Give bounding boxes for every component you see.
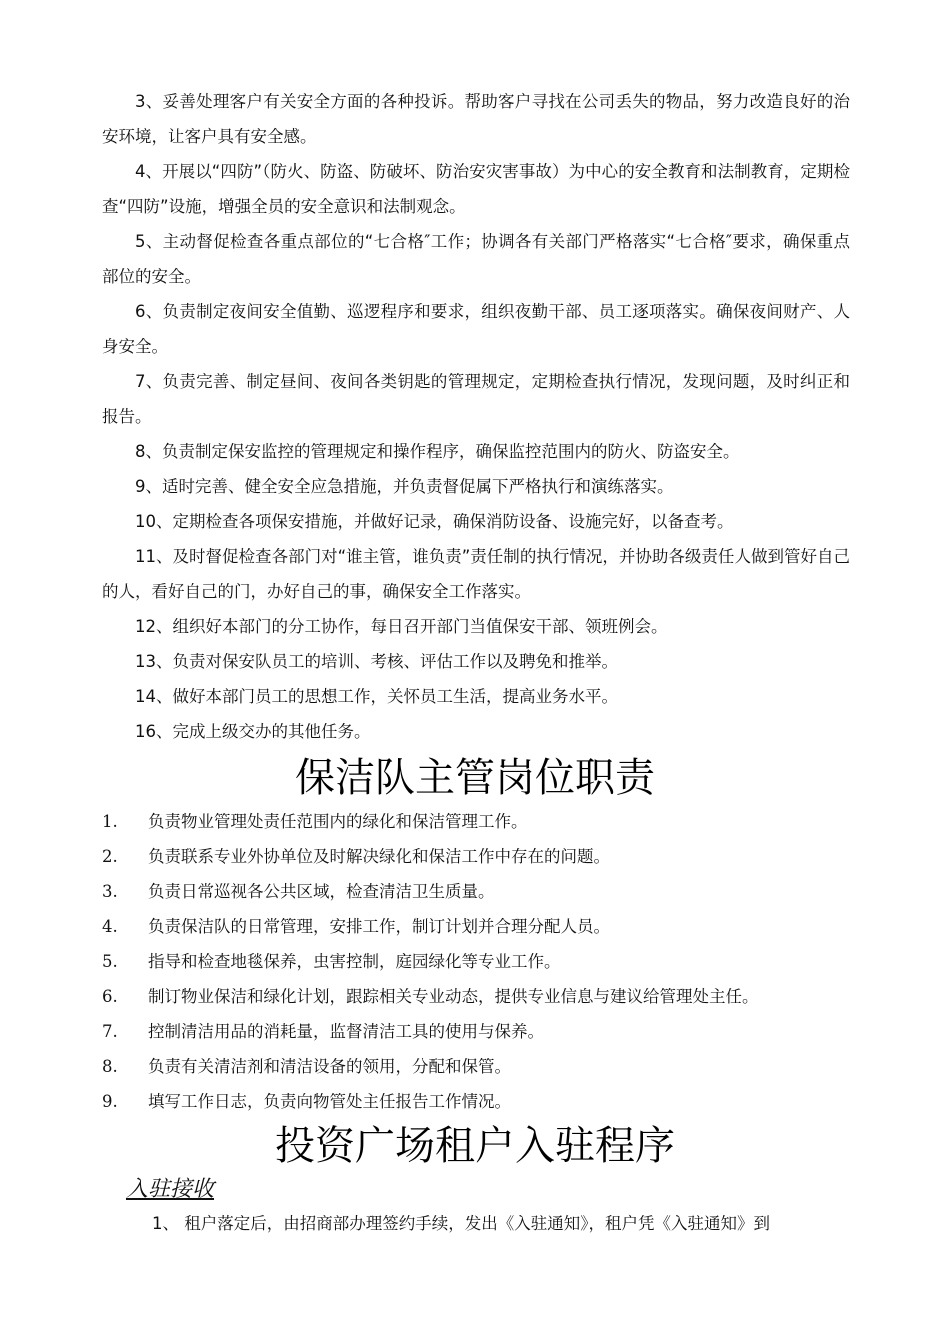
subsection-title: 入驻接收 bbox=[126, 1177, 215, 1202]
list-item-text: 控制清洁用品的消耗量，监督清洁工具的使用与保养。 bbox=[148, 1022, 544, 1041]
duty-item-11: 11、及时督促检查各部门对“谁主管，谁负责”责任制的执行情况，并协助各级责任人做到管好自己的人，看好自己的门，办好自己的事，确保安全工作落实。 bbox=[102, 547, 850, 601]
list-item bbox=[102, 839, 862, 874]
duty-item-10: 10、定期检查各项保安措施，并做好记录，确保消防设备、设施完好，以备查考。 bbox=[135, 512, 734, 531]
list-item-number: 8. bbox=[102, 1057, 118, 1076]
list-item-text: 负责物业管理处责任范围内的绿化和保洁管理工作。 bbox=[148, 812, 528, 831]
duty-item-16: 16、完成上级交办的其他任务。 bbox=[135, 722, 371, 741]
duty-item-13: 13、负责对保安队员工的培训、考核、评估工作以及聘免和推举。 bbox=[135, 652, 618, 671]
duty-item-12: 12、组织好本部门的分工协作，每日召开部门当值保安干部、领班例会。 bbox=[135, 617, 668, 636]
duty-item-9: 9、适时完善、健全安全应急措施，并负责督促属下严格执行和演练落实。 bbox=[135, 477, 674, 496]
list-item bbox=[102, 1084, 862, 1119]
list-item-number: 6. bbox=[102, 987, 118, 1006]
duty-item-7: 7、负责完善、制定昼间、夜间各类钥匙的管理规定，定期检查执行情况，发现问题，及时纠正和报告。 bbox=[102, 372, 850, 426]
duty-item-3: 3、妥善处理客户有关安全方面的各种投诉。帮助客户寻找在公司丢失的物品，努力改造良好的治安环境，让客户具有安全感。 bbox=[102, 92, 850, 146]
list-item bbox=[102, 944, 862, 979]
list-item-text: 填写工作日志，负责向物管处主任报告工作情况。 bbox=[148, 1092, 511, 1111]
list-item-number: 7. bbox=[102, 1022, 118, 1041]
list-item bbox=[102, 874, 862, 909]
duty-item-8: 8、负责制定保安监控的管理规定和操作程序，确保监控范围内的防火、防盗安全。 bbox=[135, 442, 740, 461]
list-item-number: 2. bbox=[102, 847, 118, 866]
list-item-number: 5. bbox=[102, 952, 118, 971]
list-item-text: 负责联系专业外协单位及时解决绿化和保洁工作中存在的问题。 bbox=[148, 847, 610, 866]
procedure-item-1: 1、 租户落定后，由招商部办理签约手续，发出《入驻通知》，租户凭《入驻通知》到 bbox=[152, 1214, 770, 1233]
list-item-text: 负责有关清洁剂和清洁设备的领用，分配和保管。 bbox=[148, 1057, 511, 1076]
duty-item-5: 5、主动督促检查各重点部位的“七合格″工作；协调各有关部门严格落实“七合格″要求，确保重点部位的安全。 bbox=[102, 232, 850, 286]
list-item bbox=[102, 979, 862, 1014]
duty-item-4: 4、开展以“四防”（防火、防盗、防破坏、防治安灾害事故）为中心的安全教育和法制教育，定期检查“四防”设施，增强全员的安全意识和法制观念。 bbox=[102, 162, 850, 216]
list-item-number: 9. bbox=[102, 1092, 118, 1111]
list-item bbox=[102, 1014, 862, 1049]
list-item-number: 3. bbox=[102, 882, 118, 901]
list-item-text: 指导和检查地毯保养，虫害控制，庭园绿化等专业工作。 bbox=[148, 952, 561, 971]
list-item-number: 4. bbox=[102, 917, 118, 936]
list-item-text: 制订物业保洁和绿化计划，跟踪相关专业动态，提供专业信息与建议给管理处主任。 bbox=[148, 987, 759, 1006]
list-item bbox=[102, 804, 862, 839]
duty-item-6: 6、负责制定夜间安全值勤、巡逻程序和要求，组织夜勤干部、员工逐项落实。确保夜间财产、人身安全。 bbox=[102, 302, 850, 356]
list-item bbox=[102, 909, 862, 944]
section-title-tenant-moving-in: 投资广场租户入驻程序 bbox=[275, 1123, 675, 1169]
section-title-cleaning-supervisor: 保洁队主管岗位职责 bbox=[295, 755, 655, 801]
list-item bbox=[102, 1049, 862, 1084]
duty-item-14: 14、做好本部门员工的思想工作，关怀员工生活，提高业务水平。 bbox=[135, 687, 618, 706]
list-item-text: 负责日常巡视各公共区域，检查清洁卫生质量。 bbox=[148, 882, 495, 901]
list-item-text: 负责保洁队的日常管理，安排工作，制订计划并合理分配人员。 bbox=[148, 917, 610, 936]
list-item-number: 1. bbox=[102, 812, 118, 831]
